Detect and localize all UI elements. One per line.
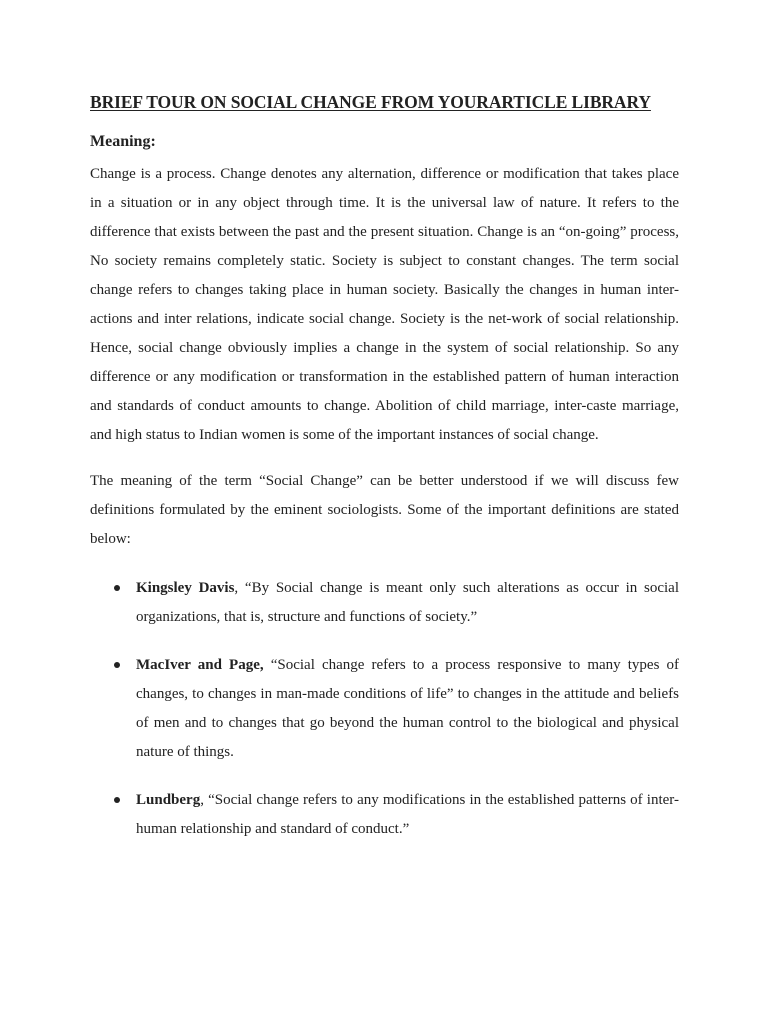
meaning-paragraph: Change is a process. Change denotes any alternation, difference or modification that takes place in a situation or in any object through time. It is the universal law of nature. It refers to the difference that exists between the past and the present situation. Change is an “on-going” process, No society remains completely static. Society is subject to constant changes. The term social change refers to changes taking place in human society. Basically the changes in human inter-actions and inter relations, indicate social change. Society is the net-work of social relationship. Hence, social change obviously implies a change in the system of social relationship. So any difference or any modification or transformation in the established pattern of human interaction and standards of conduct amounts to change. Abolition of child marriage, inter-caste marriage, and high status to Indian women is some of the important instances of social change. — [90, 166, 679, 443]
bullet-icon — [114, 797, 120, 803]
definition-maciver-page — [90, 651, 679, 767]
document-title: BRIEF TOUR ON SOCIAL CHANGE FROM YOURARTICLE LIBRARY — [90, 92, 651, 112]
meaning-heading: Meaning: — [90, 133, 156, 150]
definition-lundberg — [90, 786, 679, 844]
definitions-intro-paragraph: The meaning of the term “Social Change” can be better understood if we will discuss few definitions formulated by the eminent sociologists. Some of the important definitions are stated below: — [90, 473, 679, 547]
definition-text: , “Social change refers to any modifications in the established patterns of inter-human relationship and standard of conduct.” — [136, 792, 679, 837]
definition-text: , “By Social change is meant only such alterations as occur in social organizations, that is, structure and functions of society.” — [136, 580, 679, 625]
definition-text: “Social change refers to a process responsive to many types of changes, to changes in man-made conditions of life” to changes in the attitude and beliefs of men and to changes that go beyond the human control to the biological and physical nature of things. — [136, 657, 679, 760]
definition-author: Kingsley Davis — [136, 580, 235, 596]
definition-author: Lundberg — [136, 792, 201, 808]
definition-kingsley-davis — [90, 574, 679, 632]
bullet-icon — [114, 662, 120, 668]
definitions-list — [90, 574, 679, 844]
bullet-icon — [114, 585, 120, 591]
definition-author: MacIver and Page, — [136, 657, 264, 673]
